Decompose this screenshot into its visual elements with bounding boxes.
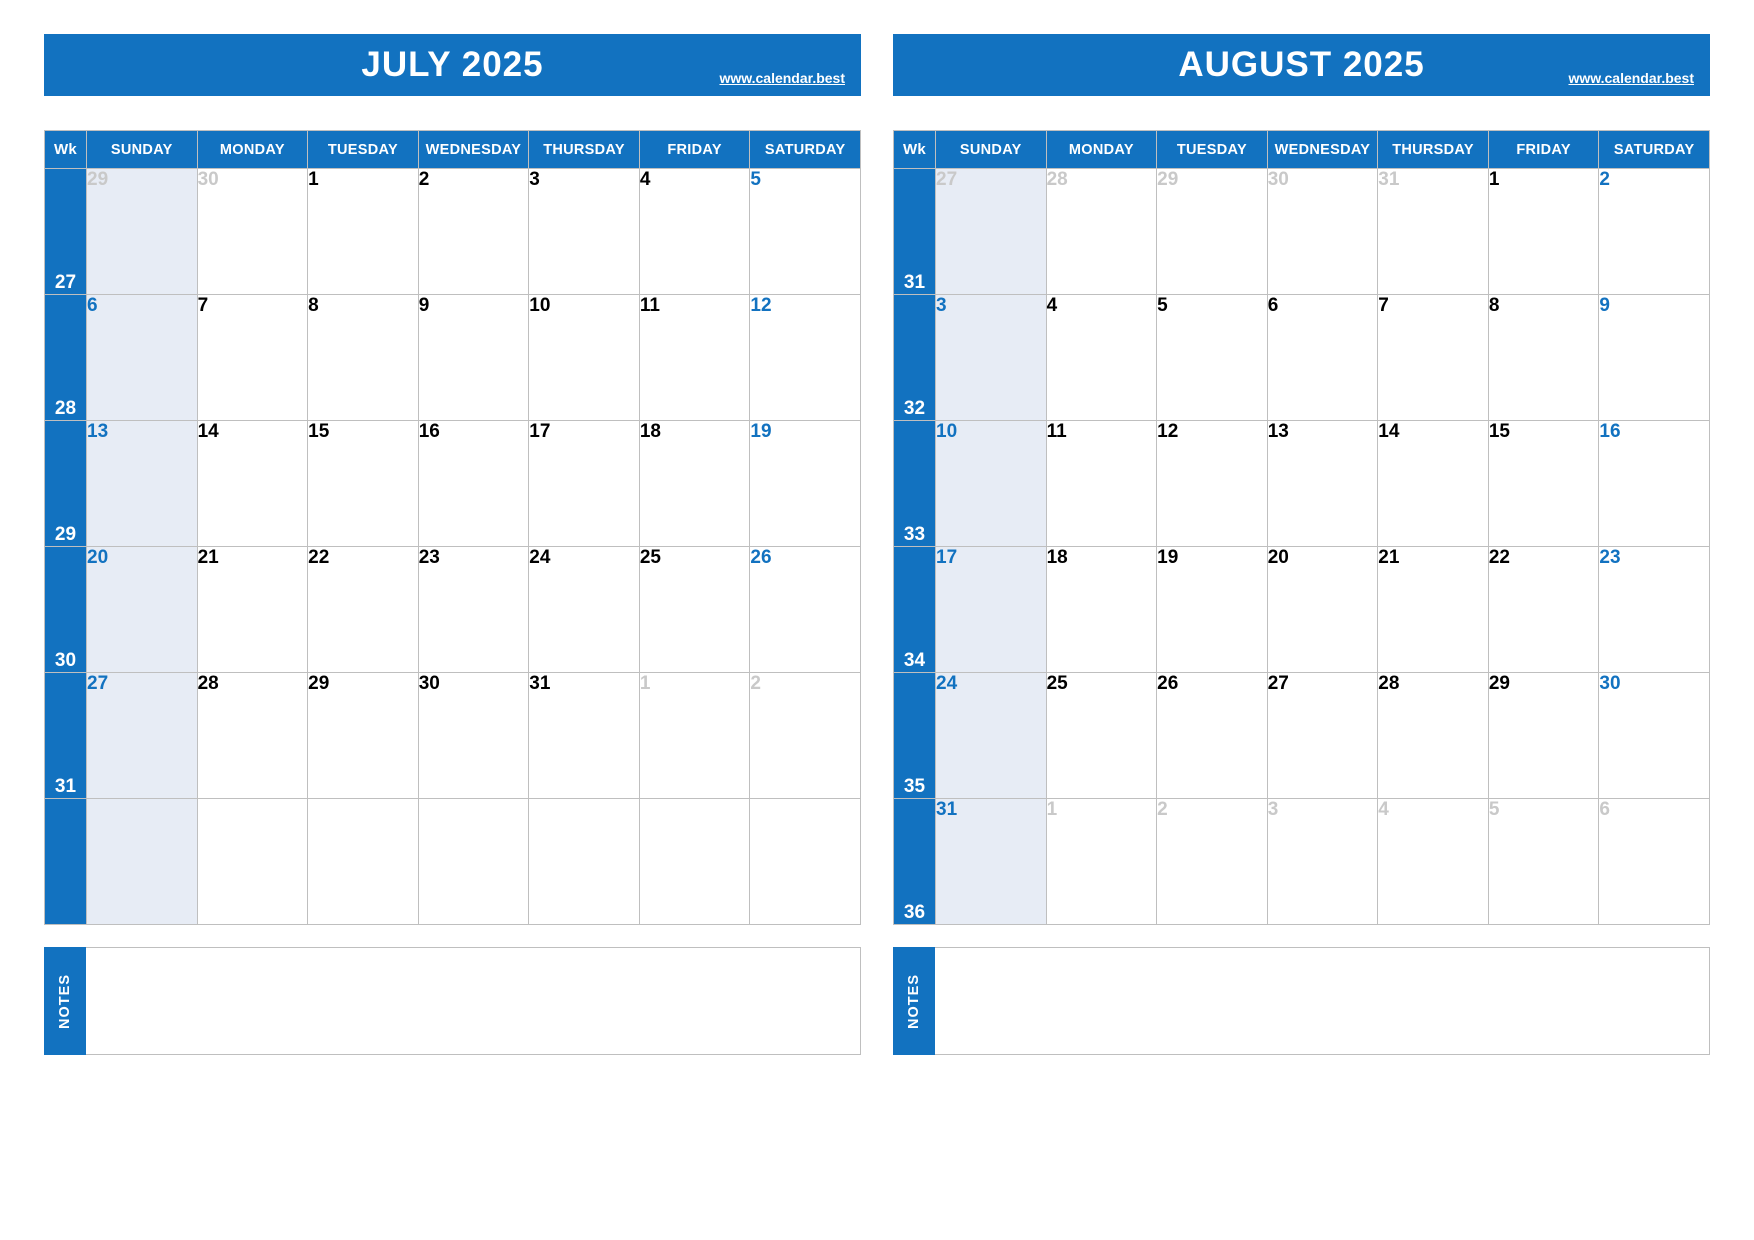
day-cell[interactable] xyxy=(529,799,640,925)
day-cell[interactable]: 13 xyxy=(1267,421,1378,547)
day-cell[interactable]: 1 xyxy=(639,673,750,799)
weekday-header-monday: MONDAY xyxy=(197,131,308,169)
day-cell[interactable]: 6 xyxy=(87,295,198,421)
day-cell[interactable]: 29 xyxy=(1488,673,1599,799)
day-cell[interactable]: 1 xyxy=(308,169,419,295)
week-number-cell: 36 xyxy=(894,799,936,925)
notes-writing-area[interactable] xyxy=(935,947,1710,1055)
day-cell[interactable]: 19 xyxy=(750,421,861,547)
day-cell[interactable]: 29 xyxy=(87,169,198,295)
day-cell[interactable]: 5 xyxy=(1157,295,1268,421)
weekday-header-sunday: SUNDAY xyxy=(87,131,198,169)
day-cell[interactable]: 14 xyxy=(1378,421,1489,547)
day-cell[interactable]: 2 xyxy=(1599,169,1710,295)
weekday-header-tuesday: TUESDAY xyxy=(308,131,419,169)
day-cell[interactable]: 16 xyxy=(1599,421,1710,547)
notes-label-text: NOTES xyxy=(906,973,922,1029)
website-link[interactable]: www.calendar.best xyxy=(719,70,845,86)
calendar-grid-july xyxy=(44,130,861,925)
week-number-cell: 35 xyxy=(894,673,936,799)
day-cell[interactable]: 8 xyxy=(1488,295,1599,421)
calendar-week-row xyxy=(45,799,861,925)
notes-label xyxy=(893,947,935,1055)
day-cell[interactable]: 29 xyxy=(1157,169,1268,295)
day-cell[interactable]: 30 xyxy=(197,169,308,295)
day-cell[interactable]: 10 xyxy=(936,421,1047,547)
day-cell[interactable]: 21 xyxy=(197,547,308,673)
day-cell[interactable]: 14 xyxy=(197,421,308,547)
week-number-cell: 33 xyxy=(894,421,936,547)
week-number-cell: 31 xyxy=(894,169,936,295)
day-cell[interactable]: 31 xyxy=(936,799,1047,925)
calendar-week-row xyxy=(894,295,1710,421)
calendar-week-row xyxy=(894,169,1710,295)
day-cell[interactable]: 31 xyxy=(529,673,640,799)
week-number-header: Wk xyxy=(45,131,87,169)
day-cell[interactable]: 22 xyxy=(308,547,419,673)
day-cell[interactable]: 22 xyxy=(1488,547,1599,673)
week-number-cell: 29 xyxy=(45,421,87,547)
day-cell[interactable] xyxy=(639,799,750,925)
week-number-cell: 34 xyxy=(894,547,936,673)
calendar-week-row xyxy=(45,547,861,673)
day-cell[interactable]: 27 xyxy=(87,673,198,799)
week-number-cell: 27 xyxy=(45,169,87,295)
day-cell[interactable]: 18 xyxy=(639,421,750,547)
day-cell[interactable]: 5 xyxy=(750,169,861,295)
calendar-header-row xyxy=(45,131,861,169)
calendar-week-row xyxy=(894,673,1710,799)
month-panel-july xyxy=(44,34,861,1200)
day-cell[interactable]: 3 xyxy=(529,169,640,295)
week-number-cell: 31 xyxy=(45,673,87,799)
day-cell[interactable]: 25 xyxy=(1046,673,1157,799)
month-title-bar-july xyxy=(44,34,861,96)
day-cell[interactable]: 30 xyxy=(418,673,529,799)
weekday-header-thursday: THURSDAY xyxy=(1378,131,1489,169)
day-cell[interactable]: 29 xyxy=(308,673,419,799)
day-cell[interactable]: 4 xyxy=(1046,295,1157,421)
notes-label xyxy=(44,947,86,1055)
notes-writing-area[interactable] xyxy=(86,947,861,1055)
day-cell[interactable]: 2 xyxy=(750,673,861,799)
weekday-header-wednesday: WEDNESDAY xyxy=(1267,131,1378,169)
day-cell[interactable]: 5 xyxy=(1488,799,1599,925)
week-number-cell: 30 xyxy=(45,547,87,673)
calendar-week-row xyxy=(894,799,1710,925)
day-cell[interactable]: 23 xyxy=(1599,547,1710,673)
day-cell[interactable]: 28 xyxy=(197,673,308,799)
day-cell[interactable]: 9 xyxy=(1599,295,1710,421)
weekday-header-sunday: SUNDAY xyxy=(936,131,1047,169)
day-cell[interactable]: 20 xyxy=(87,547,198,673)
calendar-week-row xyxy=(894,547,1710,673)
day-cell[interactable] xyxy=(197,799,308,925)
week-number-cell xyxy=(45,799,87,925)
day-cell[interactable]: 20 xyxy=(1267,547,1378,673)
day-cell[interactable]: 2 xyxy=(1157,799,1268,925)
day-cell[interactable]: 28 xyxy=(1046,169,1157,295)
day-cell[interactable]: 26 xyxy=(750,547,861,673)
notes-section-july xyxy=(44,947,861,1055)
weekday-header-saturday: SATURDAY xyxy=(750,131,861,169)
day-cell[interactable] xyxy=(750,799,861,925)
day-cell[interactable]: 3 xyxy=(1267,799,1378,925)
day-cell[interactable]: 9 xyxy=(418,295,529,421)
day-cell[interactable]: 7 xyxy=(197,295,308,421)
month-title-bar-august xyxy=(893,34,1710,96)
day-cell[interactable]: 1 xyxy=(1046,799,1157,925)
calendar-week-row xyxy=(45,421,861,547)
weekday-header-friday: FRIDAY xyxy=(639,131,750,169)
day-cell[interactable]: 27 xyxy=(1267,673,1378,799)
day-cell[interactable]: 2 xyxy=(418,169,529,295)
week-number-cell: 32 xyxy=(894,295,936,421)
day-cell[interactable]: 30 xyxy=(1599,673,1710,799)
calendar-grid-august xyxy=(893,130,1710,925)
weekday-header-tuesday: TUESDAY xyxy=(1157,131,1268,169)
website-link[interactable]: www.calendar.best xyxy=(1568,70,1694,86)
calendar-week-row xyxy=(45,169,861,295)
weekday-header-thursday: THURSDAY xyxy=(529,131,640,169)
day-cell[interactable]: 11 xyxy=(639,295,750,421)
week-number-header: Wk xyxy=(894,131,936,169)
day-cell[interactable]: 15 xyxy=(308,421,419,547)
day-cell[interactable]: 21 xyxy=(1378,547,1489,673)
calendar-header-row xyxy=(894,131,1710,169)
day-cell[interactable]: 3 xyxy=(936,295,1047,421)
day-cell[interactable] xyxy=(87,799,198,925)
day-cell[interactable] xyxy=(418,799,529,925)
day-cell[interactable]: 11 xyxy=(1046,421,1157,547)
day-cell[interactable]: 19 xyxy=(1157,547,1268,673)
week-number-cell: 28 xyxy=(45,295,87,421)
calendar-week-row xyxy=(894,421,1710,547)
day-cell[interactable]: 24 xyxy=(936,673,1047,799)
day-cell[interactable]: 12 xyxy=(750,295,861,421)
weekday-header-saturday: SATURDAY xyxy=(1599,131,1710,169)
day-cell[interactable]: 31 xyxy=(1378,169,1489,295)
day-cell[interactable]: 1 xyxy=(1488,169,1599,295)
title-spacer xyxy=(893,96,1710,130)
day-cell[interactable]: 16 xyxy=(418,421,529,547)
day-cell[interactable]: 17 xyxy=(529,421,640,547)
day-cell[interactable]: 13 xyxy=(87,421,198,547)
day-cell[interactable]: 18 xyxy=(1046,547,1157,673)
day-cell[interactable]: 12 xyxy=(1157,421,1268,547)
notes-label-text: NOTES xyxy=(57,973,73,1029)
day-cell[interactable]: 8 xyxy=(308,295,419,421)
day-cell[interactable]: 28 xyxy=(1378,673,1489,799)
day-cell[interactable]: 26 xyxy=(1157,673,1268,799)
day-cell[interactable]: 10 xyxy=(529,295,640,421)
month-panel-august xyxy=(893,34,1710,1200)
day-cell[interactable]: 6 xyxy=(1599,799,1710,925)
month-title: JULY 2025 xyxy=(361,45,544,84)
calendar-week-row xyxy=(45,295,861,421)
day-cell[interactable]: 30 xyxy=(1267,169,1378,295)
month-title: AUGUST 2025 xyxy=(1178,45,1425,84)
day-cell[interactable]: 15 xyxy=(1488,421,1599,547)
day-cell[interactable]: 7 xyxy=(1378,295,1489,421)
day-cell[interactable]: 17 xyxy=(936,547,1047,673)
weekday-header-wednesday: WEDNESDAY xyxy=(418,131,529,169)
weekday-header-monday: MONDAY xyxy=(1046,131,1157,169)
title-spacer xyxy=(44,96,861,130)
day-cell[interactable]: 23 xyxy=(418,547,529,673)
day-cell[interactable]: 25 xyxy=(639,547,750,673)
day-cell[interactable]: 4 xyxy=(1378,799,1489,925)
day-cell[interactable]: 24 xyxy=(529,547,640,673)
day-cell[interactable] xyxy=(308,799,419,925)
day-cell[interactable]: 27 xyxy=(936,169,1047,295)
calendar-week-row xyxy=(45,673,861,799)
weekday-header-friday: FRIDAY xyxy=(1488,131,1599,169)
day-cell[interactable]: 4 xyxy=(639,169,750,295)
notes-section-august xyxy=(893,947,1710,1055)
day-cell[interactable]: 6 xyxy=(1267,295,1378,421)
